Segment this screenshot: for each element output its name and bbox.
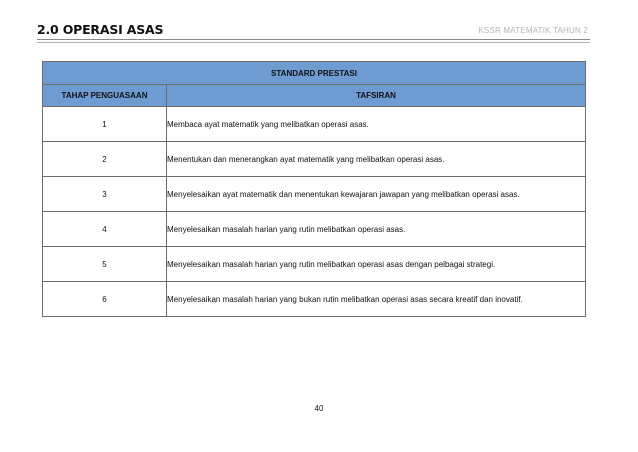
table-row (43, 142, 586, 177)
performance-standard-table (42, 61, 586, 317)
description-cell: Menentukan dan menerangkan ayat matematik yang melibatkan operasi asas. (167, 142, 586, 177)
header-divider (37, 39, 590, 40)
table-header-row (43, 85, 586, 107)
column-header-interpretation: TAFSIRAN (167, 85, 586, 107)
table-caption-row (43, 62, 586, 85)
page-header (37, 0, 590, 38)
header-divider-thin (37, 42, 590, 43)
description-cell: Menyelesaikan masalah harian yang bukan rutin melibatkan operasi asas secara kreatif dan inovatif. (167, 282, 586, 317)
description-cell: Menyelesaikan masalah harian yang rutin melibatkan operasi asas. (167, 212, 586, 247)
page-number: 40 (314, 404, 324, 413)
level-cell: 1 (43, 107, 167, 142)
table-row (43, 107, 586, 142)
table-caption: STANDARD PRESTASI (43, 62, 586, 85)
level-cell: 4 (43, 212, 167, 247)
description-cell: Menyelesaikan ayat matematik dan menentukan kewajaran jawapan yang melibatkan operasi asas. (167, 177, 586, 212)
table-row (43, 282, 586, 317)
section-title: 2.0 OPERASI ASAS (37, 22, 164, 37)
level-cell: 6 (43, 282, 167, 317)
level-cell: 3 (43, 177, 167, 212)
column-header-level: TAHAP PENGUASAAN (43, 85, 167, 107)
table-row (43, 177, 586, 212)
description-cell: Membaca ayat matematik yang melibatkan operasi asas. (167, 107, 586, 142)
document-subject-label: KSSR MATEMATIK TAHUN 2 (478, 26, 588, 35)
table-row (43, 212, 586, 247)
description-cell: Menyelesaikan masalah harian yang rutin melibatkan operasi asas dengan pelbagai strategi. (167, 247, 586, 282)
table-row (43, 247, 586, 282)
level-cell: 2 (43, 142, 167, 177)
level-cell: 5 (43, 247, 167, 282)
